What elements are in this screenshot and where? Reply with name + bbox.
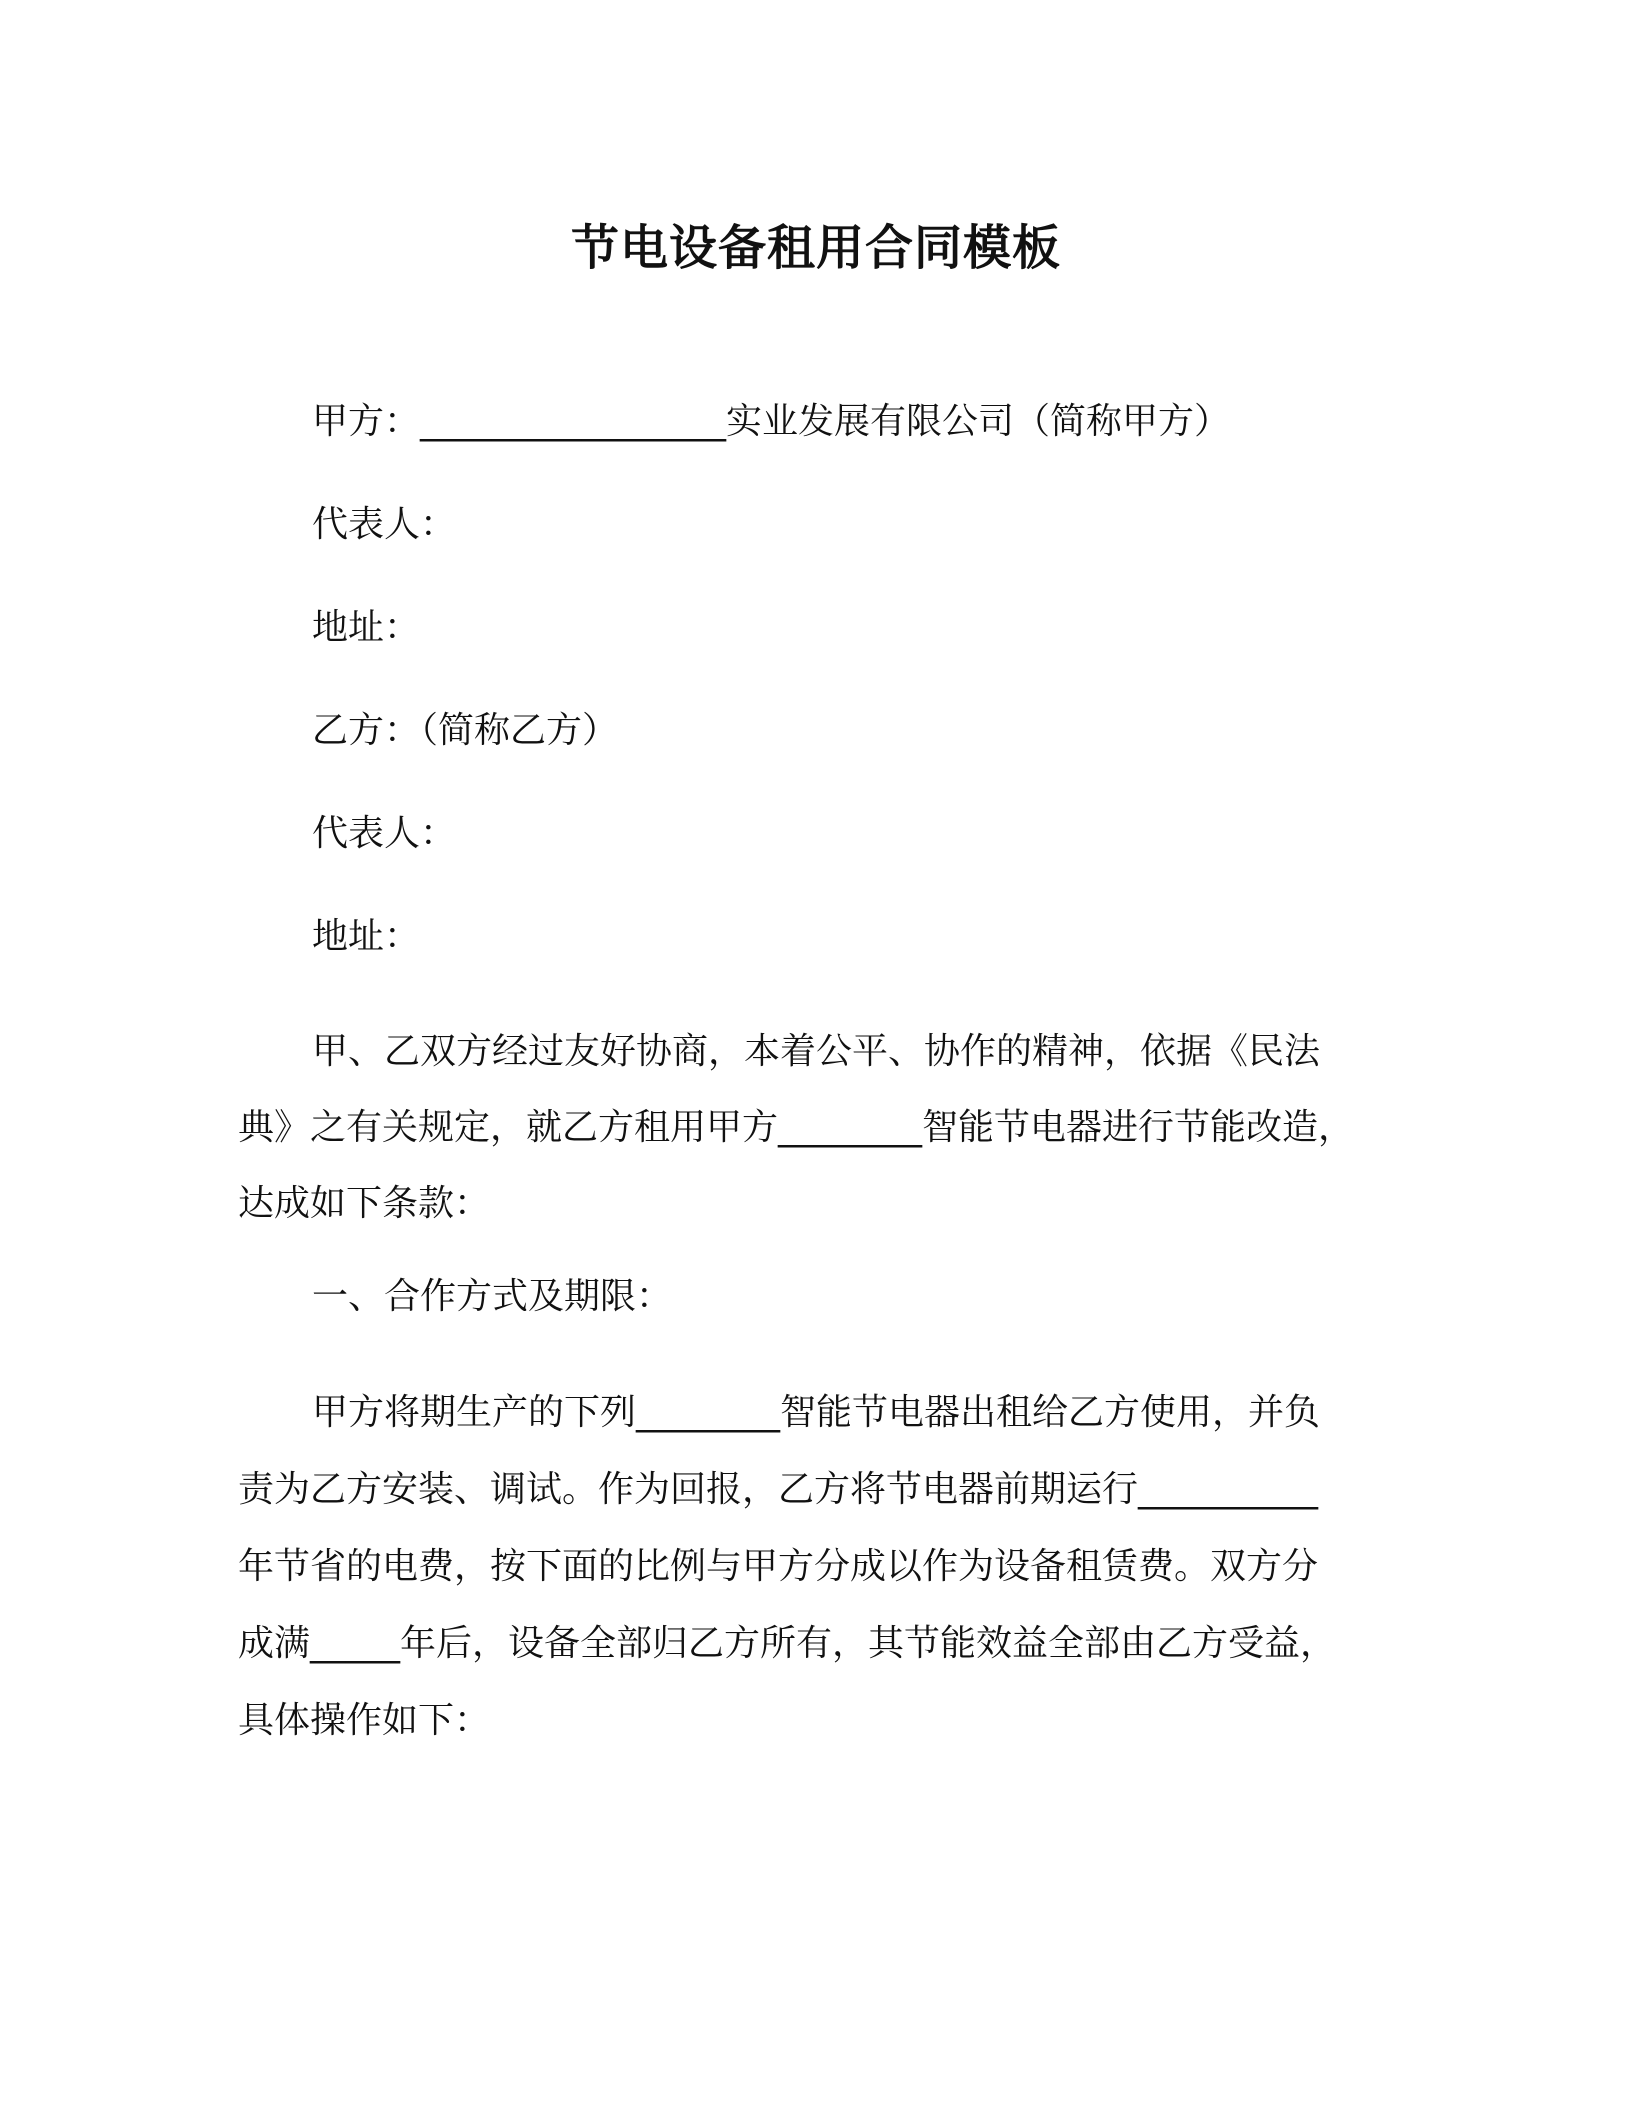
preamble-line: 达成如下条款： — [238, 1183, 491, 1224]
preamble-line: 甲、乙双方经过友好协商，本着公平、协作的精神，依据《民法 — [312, 1031, 1321, 1072]
section-1-line: 成满_____年后，设备全部归乙方所有，其节能效益全部由乙方受益， — [238, 1623, 1337, 1664]
section-1-paragraph — [238, 1374, 1388, 1759]
party-a-representative: 代表人： — [312, 504, 457, 545]
section-1-line: 甲方将期生产的下列________智能节电器出租给乙方使用，并负 — [312, 1392, 1321, 1433]
party-b-line: 乙方：（简称乙方） — [312, 710, 619, 751]
section-1-line: 年节省的电费，按下面的比例与甲方分成以作为设备租赁费。双方分 — [238, 1546, 1319, 1587]
party-b-representative: 代表人： — [312, 813, 457, 854]
section-1-line: 责为乙方安装、调试。作为回报，乙方将节电器前期运行__________ — [238, 1469, 1319, 1510]
section-1-line: 具体操作如下： — [238, 1700, 491, 1741]
preamble-line: 典》之有关规定，就乙方租用甲方________智能节电器进行节能改造， — [238, 1107, 1355, 1148]
document-title: 节电设备租用合同模板 — [570, 220, 1061, 276]
party-b-address: 地址： — [312, 916, 421, 957]
party-a-address: 地址： — [312, 607, 421, 648]
preamble-paragraph — [238, 1014, 1388, 1242]
section-1-heading: 一、合作方式及期限： — [312, 1276, 673, 1317]
party-a-line: 甲方：_________________实业发展有限公司（简称甲方） — [312, 401, 1231, 442]
